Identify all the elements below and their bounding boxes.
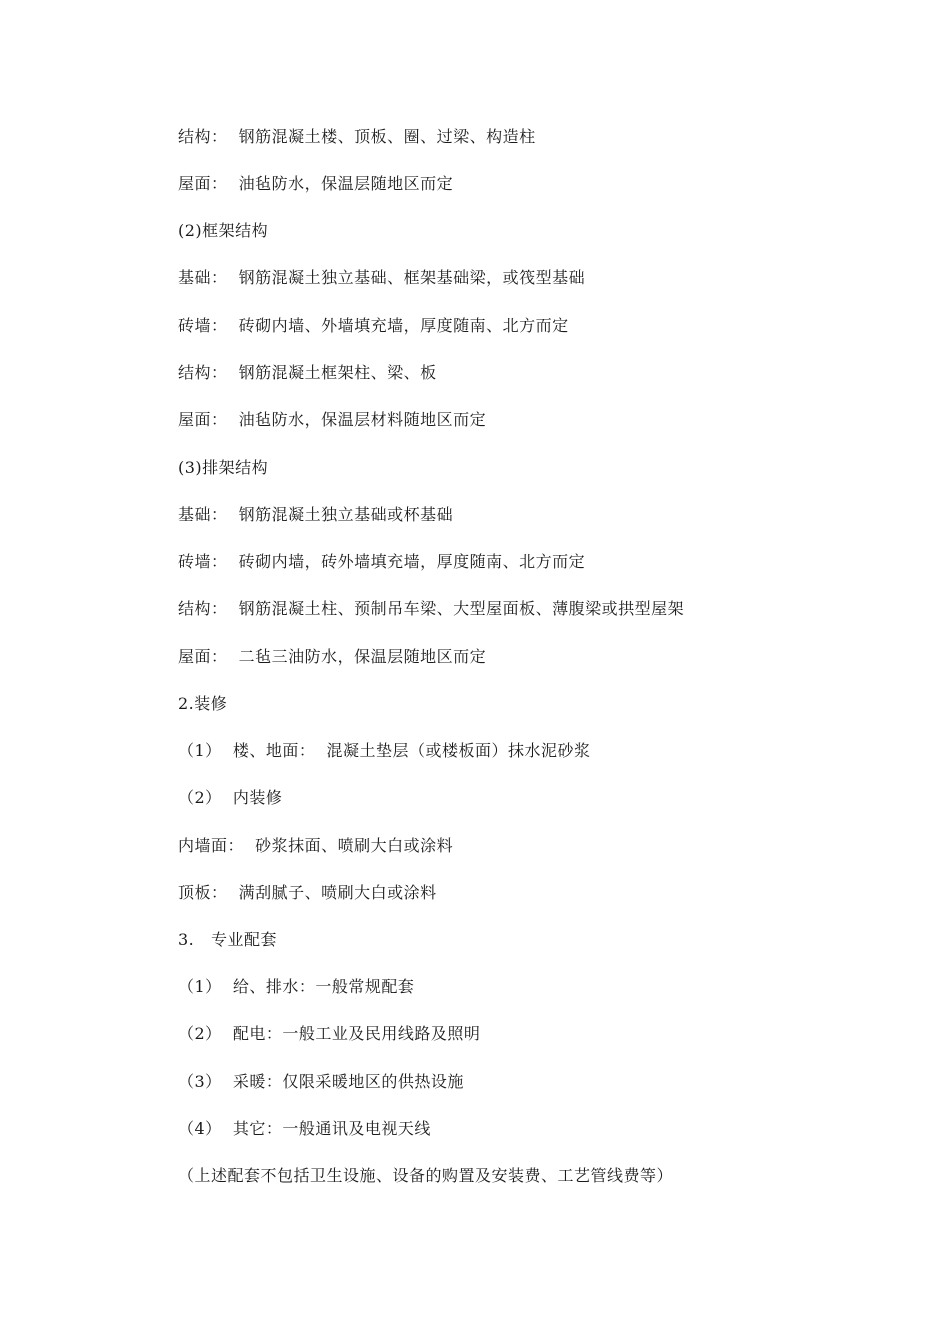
text-line-other: （4） 其它：一般通讯及电视天线 (178, 1119, 431, 1138)
text-line-floor: （1） 楼、地面： 混凝土垫层（或楼板面）抹水泥砂浆 (178, 741, 591, 760)
text-line-inner-wall: 内墙面： 砂浆抹面、喷刷大白或涂料 (178, 836, 454, 855)
text-line-structure-3: 结构： 钢筋混凝土柱、预制吊车梁、大型屋面板、薄腹梁或拱型屋架 (178, 599, 685, 618)
text-line-foundation-3: 基础： 钢筋混凝土独立基础或杯基础 (178, 505, 454, 524)
text-line-ceiling: 顶板： 满刮腻子、喷刷大白或涂料 (178, 883, 437, 902)
heading-professional-facilities: 3. 专业配套 (178, 930, 278, 949)
text-line-foundation-2: 基础： 钢筋混凝土独立基础、框架基础梁，或筏型基础 (178, 268, 586, 287)
text-line-roof-2: 屋面： 油毡防水，保温层材料随地区而定 (178, 410, 487, 429)
text-line-note: （上述配套不包括卫生设施、设备的购置及安装费、工艺管线费等） (178, 1166, 674, 1185)
text-line-water: （1） 给、排水：一般常规配套 (178, 977, 415, 996)
text-line-heating: （3） 采暖：仅限采暖地区的供热设施 (178, 1072, 464, 1091)
heading-bent-structure: (3)排架结构 (178, 458, 269, 477)
text-line-brickwall-2: 砖墙： 砖砌内墙、外墙填充墙，厚度随南、北方而定 (178, 316, 569, 335)
text-line-structure-2: 结构： 钢筋混凝土框架柱、梁、板 (178, 363, 437, 382)
text-line-roof-3: 屋面： 二毡三油防水，保温层随地区而定 (178, 647, 487, 666)
text-line-power: （2） 配电：一般工业及民用线路及照明 (178, 1024, 481, 1043)
text-line-interior: （2） 内装修 (178, 788, 283, 807)
text-line-structure-1: 结构： 钢筋混凝土楼、顶板、圈、过梁、构造柱 (178, 127, 536, 146)
heading-frame-structure: (2)框架结构 (178, 221, 269, 240)
text-line-brickwall-3: 砖墙： 砖砌内墙，砖外墙填充墙，厚度随南、北方而定 (178, 552, 586, 571)
heading-decoration: 2.装修 (178, 694, 228, 713)
text-line-roof-1: 屋面： 油毡防水，保温层随地区而定 (178, 174, 454, 193)
